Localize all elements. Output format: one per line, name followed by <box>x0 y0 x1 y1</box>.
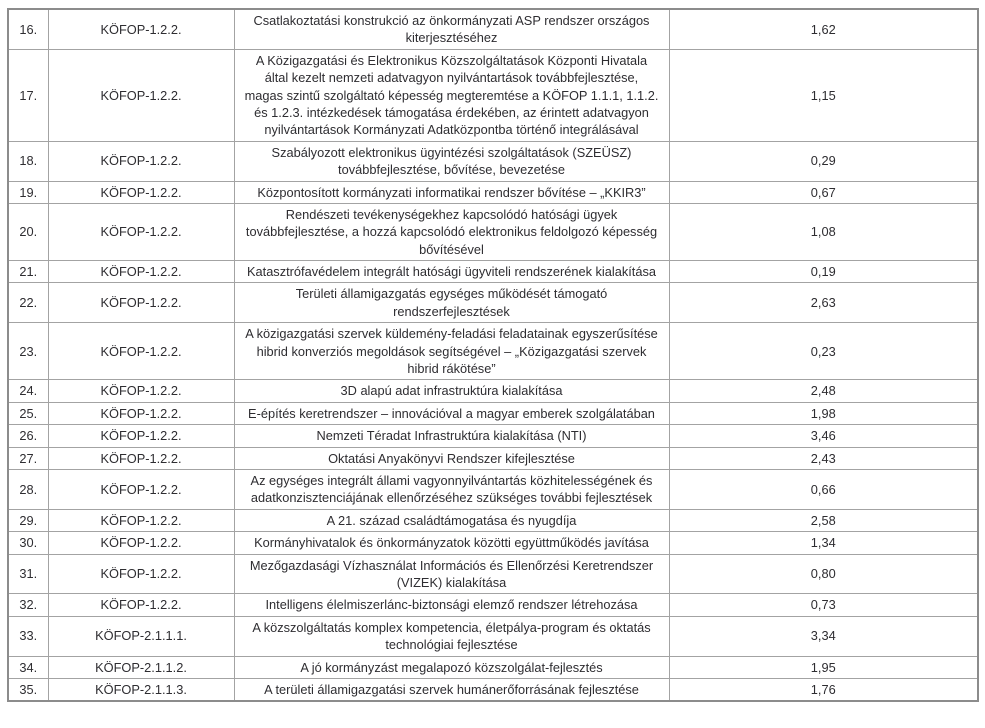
table-row <box>8 469 978 509</box>
project-title-cell: A közszolgáltatás komplex kompetencia, életpálya-program és oktatás technológiai fejlesztése <box>234 616 669 656</box>
row-number-cell: 35. <box>8 678 48 701</box>
value-cell: 1,15 <box>669 49 978 141</box>
program-code-cell: KÖFOP-1.2.2. <box>48 181 234 203</box>
program-code-cell: KÖFOP-1.2.2. <box>48 469 234 509</box>
project-title-cell: Nemzeti Téradat Infrastruktúra kialakítása (NTI) <box>234 425 669 447</box>
row-number-cell: 17. <box>8 49 48 141</box>
value-cell: 2,48 <box>669 380 978 402</box>
row-number-cell: 27. <box>8 447 48 469</box>
program-code-cell: KÖFOP-2.1.1.2. <box>48 656 234 678</box>
row-number-cell: 18. <box>8 141 48 181</box>
project-title-cell: Kormányhivatalok és önkormányzatok közötti együttműködés javítása <box>234 532 669 554</box>
project-title-cell: A 21. század családtámogatása és nyugdíja <box>234 509 669 531</box>
value-cell: 2,58 <box>669 509 978 531</box>
table-row <box>8 554 978 594</box>
table-row <box>8 380 978 402</box>
program-code-cell: KÖFOP-1.2.2. <box>48 283 234 323</box>
table-row <box>8 283 978 323</box>
project-title-cell: 3D alapú adat infrastruktúra kialakítása <box>234 380 669 402</box>
row-number-cell: 32. <box>8 594 48 616</box>
table-row <box>8 402 978 424</box>
table-row <box>8 594 978 616</box>
table-row <box>8 49 978 141</box>
project-title-cell: Oktatási Anyakönyvi Rendszer kifejlesztése <box>234 447 669 469</box>
program-code-cell: KÖFOP-1.2.2. <box>48 141 234 181</box>
program-code-cell: KÖFOP-1.2.2. <box>48 380 234 402</box>
program-code-cell: KÖFOP-1.2.2. <box>48 532 234 554</box>
row-number-cell: 22. <box>8 283 48 323</box>
program-code-cell: KÖFOP-1.2.2. <box>48 554 234 594</box>
table-row <box>8 616 978 656</box>
table-row <box>8 261 978 283</box>
value-cell: 0,23 <box>669 323 978 380</box>
value-cell: 0,80 <box>669 554 978 594</box>
value-cell: 2,63 <box>669 283 978 323</box>
value-cell: 1,95 <box>669 656 978 678</box>
projects-table <box>7 8 979 702</box>
project-title-cell: Szabályozott elektronikus ügyintézési szolgáltatások (SZEÜSZ) továbbfejlesztése, bővítése, bevezetése <box>234 141 669 181</box>
project-title-cell: E-építés keretrendszer – innovációval a magyar emberek szolgálatában <box>234 402 669 424</box>
project-title-cell: Az egységes integrált állami vagyonnyilvántartás közhitelességének és adatkonzisztenciájának ellenőrzéséhez szükséges további fejlesztések <box>234 469 669 509</box>
table-row <box>8 447 978 469</box>
program-code-cell: KÖFOP-1.2.2. <box>48 49 234 141</box>
table-row <box>8 9 978 49</box>
project-title-cell: A jó kormányzást megalapozó közszolgálat-fejlesztés <box>234 656 669 678</box>
row-number-cell: 25. <box>8 402 48 424</box>
row-number-cell: 31. <box>8 554 48 594</box>
project-title-cell: Mezőgazdasági Vízhasználat Információs és Ellenőrzési Keretrendszer (VIZEK) kialakítása <box>234 554 669 594</box>
program-code-cell: KÖFOP-1.2.2. <box>48 261 234 283</box>
program-code-cell: KÖFOP-1.2.2. <box>48 594 234 616</box>
program-code-cell: KÖFOP-2.1.1.3. <box>48 678 234 701</box>
program-code-cell: KÖFOP-1.2.2. <box>48 447 234 469</box>
value-cell: 0,67 <box>669 181 978 203</box>
value-cell: 0,29 <box>669 141 978 181</box>
value-cell: 1,08 <box>669 203 978 260</box>
program-code-cell: KÖFOP-1.2.2. <box>48 425 234 447</box>
table-row <box>8 425 978 447</box>
project-title-cell: Rendészeti tevékenységekhez kapcsolódó hatósági ügyek továbbfejlesztése, a hozzá kapcsolódó elektronikus feldolgozó képesség bővítésével <box>234 203 669 260</box>
project-title-cell: A területi államigazgatási szervek humánerőforrásának fejlesztése <box>234 678 669 701</box>
row-number-cell: 34. <box>8 656 48 678</box>
row-number-cell: 20. <box>8 203 48 260</box>
value-cell: 1,34 <box>669 532 978 554</box>
program-code-cell: KÖFOP-1.2.2. <box>48 9 234 49</box>
row-number-cell: 26. <box>8 425 48 447</box>
row-number-cell: 16. <box>8 9 48 49</box>
value-cell: 0,19 <box>669 261 978 283</box>
table-row <box>8 678 978 701</box>
project-title-cell: A közigazgatási szervek küldemény-feladási feladatainak egyszerűsítése hibrid konverziós megoldások segítségével – „Közigazgatási szervek hibrid rákötése” <box>234 323 669 380</box>
table-row <box>8 323 978 380</box>
row-number-cell: 24. <box>8 380 48 402</box>
value-cell: 1,62 <box>669 9 978 49</box>
value-cell: 2,43 <box>669 447 978 469</box>
value-cell: 0,66 <box>669 469 978 509</box>
project-title-cell: Katasztrófavédelem integrált hatósági ügyviteli rendszerének kialakítása <box>234 261 669 283</box>
project-title-cell: Területi államigazgatás egységes működését támogató rendszerfejlesztések <box>234 283 669 323</box>
table-row <box>8 656 978 678</box>
row-number-cell: 29. <box>8 509 48 531</box>
project-title-cell: Központosított kormányzati informatikai rendszer bővítése – „KKIR3” <box>234 181 669 203</box>
table-row <box>8 532 978 554</box>
program-code-cell: KÖFOP-1.2.2. <box>48 402 234 424</box>
project-title-cell: A Közigazgatási és Elektronikus Közszolgáltatások Központi Hivatala által kezelt nemzeti adatvagyon nyilvántartások továbbfejlesztése, magas szintű szolgáltató képesség megteremtése a KÖFOP 1.1.1, 1.1.2. és 1.2.3. intézkedések támogatása érdekében, az érintett adatvagyon nyilvántartások Kormányzati Adatközpontba történő integrálásával <box>234 49 669 141</box>
table-row <box>8 203 978 260</box>
row-number-cell: 23. <box>8 323 48 380</box>
row-number-cell: 19. <box>8 181 48 203</box>
table-row <box>8 509 978 531</box>
table-row <box>8 181 978 203</box>
row-number-cell: 21. <box>8 261 48 283</box>
program-code-cell: KÖFOP-2.1.1.1. <box>48 616 234 656</box>
table-row <box>8 141 978 181</box>
project-title-cell: Csatlakoztatási konstrukció az önkormányzati ASP rendszer országos kiterjesztéséhez <box>234 9 669 49</box>
row-number-cell: 33. <box>8 616 48 656</box>
value-cell: 3,46 <box>669 425 978 447</box>
value-cell: 1,98 <box>669 402 978 424</box>
value-cell: 0,73 <box>669 594 978 616</box>
program-code-cell: KÖFOP-1.2.2. <box>48 509 234 531</box>
row-number-cell: 30. <box>8 532 48 554</box>
value-cell: 3,34 <box>669 616 978 656</box>
program-code-cell: KÖFOP-1.2.2. <box>48 323 234 380</box>
program-code-cell: KÖFOP-1.2.2. <box>48 203 234 260</box>
project-title-cell: Intelligens élelmiszerlánc-biztonsági elemző rendszer létrehozása <box>234 594 669 616</box>
value-cell: 1,76 <box>669 678 978 701</box>
row-number-cell: 28. <box>8 469 48 509</box>
